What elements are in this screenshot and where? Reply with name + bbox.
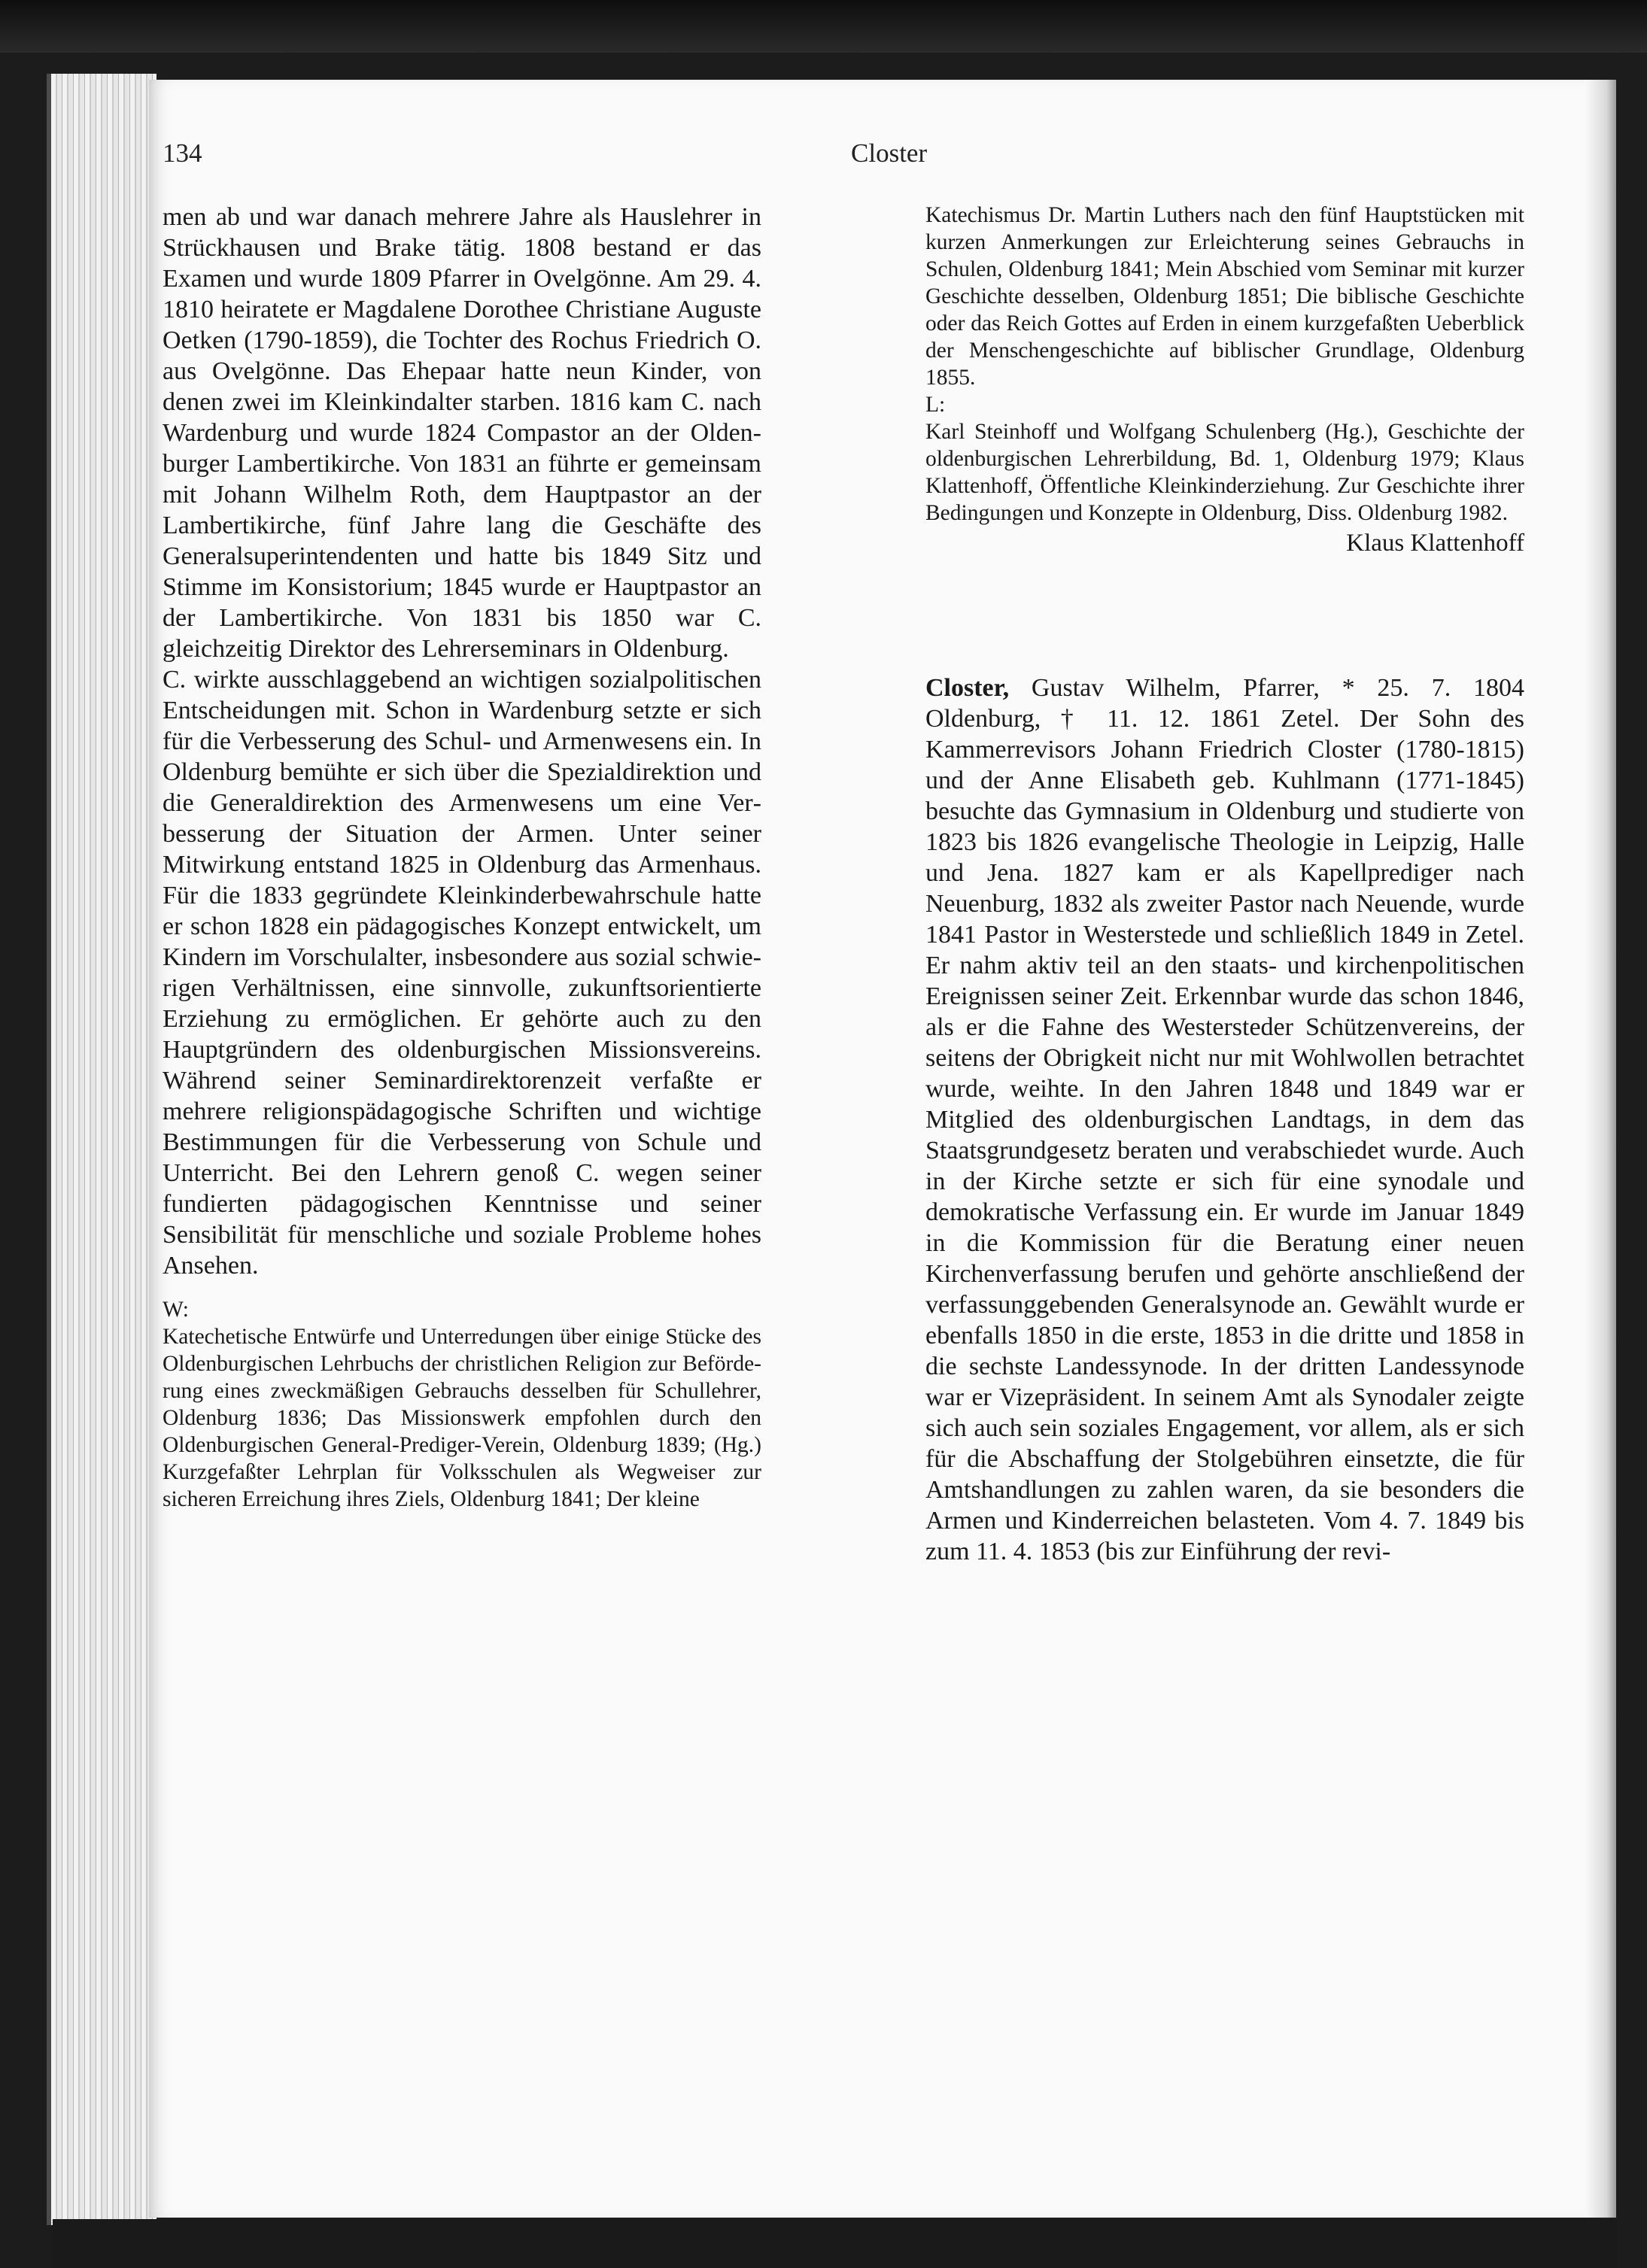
spacer	[163, 1281, 761, 1296]
book-page-edges	[47, 74, 156, 2225]
entry-headword: Closter,	[925, 674, 1010, 702]
page-number: 134	[163, 138, 202, 168]
entry-spacer	[925, 560, 1524, 673]
page-gutter-shadow	[1585, 80, 1616, 2218]
literature-label: L:	[925, 393, 946, 417]
biography-paragraph-1: men ab und war danach mehrere Jahre als Hauslehrer in Strückhausen und Brake tätig. 1808 bestand er das Examen und wurde 1809 Pfarrer in Ovelgönne. Am 29. 4. 1810 heiratete er Magdalene Dorothee Christiane Auguste Oetken (1790-1859), die Tochter des Rochus Friedrich O. aus Ovelgönne. Das Ehepaar hatte neun Kinder, von denen zwei im Kleinkindalter starben. 1816 kam C. nach Wardenburg und wurde 1824 Compastor an der Oldenburger Lambertikirche. Von 1831 an führte er gemeinsam mit Johann Wilhelm Roth, dem Hauptpastor an der Lambertikirche, fünf Jahre lang die Geschäfte des Generalsuperintendenten und hatte bis 1849 Sitz und Stimme im Konsistorium; 1845 wurde er Hauptpastor an der Lambertikirche. Von 1831 bis 1850 war C. gleichzeitig Direktor des Lehrerseminars in Oldenburg.	[163, 203, 761, 663]
entry-body: Gustav Wilhelm, Pfarrer, * 25. 7. 1804 Oldenburg, † 11. 12. 1861 Zetel. Der Sohn des Kammerrevisors Johann Friedrich Closter (1780-1815) und der Anne Elisabeth geb. Kuhlmann (1771-1845) besuchte das Gymnasium in Oldenburg und studierte von 1823 bis 1826 evangelische Theologie in Leipzig, Halle und Jena. 1827 kam er als Kapellprediger nach Neuenburg, 1832 als zweiter Pastor nach Neuende, wurde 1841 Pastor in Westerstede und schließlich 1849 in Zetel. Er nahm aktiv teil an den staats- und kirchenpolitischen Ereignissen seiner Zeit. Erkennbar wurde das schon 1846, als er die Fahne des Westersteder Schützenvereins, der seitens der Obrigkeit nicht nur mit Wohlwollen betrachtet wurde, weihte. In den Jahren 1848 und 1849 war er Mitglied des oldenburgischen Landtags, in dem das Staatsgrundgesetz beraten und verabschiedet wurde. Auch in der Kirche setzte er sich für eine synodale und demokratische Verfassung ein. Er wurde im Januar 1849 in die Kommission für die Beratung einer neuen Kirchenverfassung berufen und gehörte anschließend der verfassunggebenden Generalsynode an. Gewählt wurde er ebenfalls 1850 in die erste, 1853 in die dritte und 1858 in die sechste Landessynode. In der dritten Landessynode war er Vizepräsident. In seinem Amt als Synodaler zeigte sich auch sein soziales Engagement, vor allem, als er sich für die Abschaffung der Stolgebühren einsetzte, die für Amtshandlungen zu zahlen waren, da sie besonders die Armen und Kinderreichen belasteten. Vom 4. 7. 1849 bis zum 11. 4. 1853 (bis zur Einführung der revi-	[925, 674, 1524, 1565]
right-column	[925, 202, 1524, 1567]
scan-background-bottom	[53, 2219, 1618, 2268]
left-column	[163, 202, 761, 1513]
works-label: W:	[163, 1298, 189, 1322]
literature-list: Karl Steinhoff und Wolfgang Schulenberg (Hg.), Geschichte der oldenburgischen Lehrerbildung, Bd. 1, Oldenburg 1979; Klaus Klattenhoff, Öffentliche Kleinkinderziehung. Zur Geschichte ihrer Bedingungen und Konzepte in Oldenburg, Diss. Oldenburg 1982.	[925, 420, 1524, 525]
works-list-continued: Katechismus Dr. Martin Luthers nach den fünf Hauptstücken mit kurzen Anmerkungen zur Erleichterung seines Gebrauchs in Schulen, Oldenburg 1841; Mein Abschied vom Seminar mit kurzer Geschichte desselben, Oldenburg 1851; Die biblische Geschichte oder das Reich Gottes auf Erden in einem kurzgefaßten Ueberblick der Menschengeschichte auf biblischer Grundlage, Oldenburg 1855.	[925, 203, 1524, 390]
running-title: Closter	[851, 138, 928, 168]
running-header	[163, 138, 1502, 181]
entry-closter-gustav-wilhelm	[925, 673, 1524, 1567]
author-signature: Klaus Klattenhoff	[1346, 530, 1524, 557]
scan-background-top	[0, 0, 1647, 53]
works-list: Katechetische Entwürfe und Unterredungen über einige Stücke des Oldenburgischen Lehrbuchs der christlichen Religion zur Beförderung eines zweckmäßigen Gebrauchs desselben für Schullehrer, Oldenburg 1836; Das Missionswerk empfohlen durch den Oldenburgischen General-Prediger-Verein, Oldenburg 1839; (Hg.) Kurzgefaßter Lehrplan für Volksschulen als Wegweiser zur sicheren Erreichung ihres Ziels, Oldenburg 1841; Der kleine	[163, 1325, 761, 1511]
biography-paragraph-2: C. wirkte ausschlaggebend an wichtigen sozialpolitischen Entscheidungen mit. Schon in Wardenburg setzte er sich für die Verbesserung des Schul- und Armenwesens ein. In Oldenburg bemühte er sich über die Spezialdirektion und die Generaldirektion des Armenwesens um eine Verbesserung der Situation der Armen. Unter seiner Mitwirkung entstand 1825 in Oldenburg das Armenhaus. Für die 1833 gegründete Kleinkinderbewahrschule hatte er schon 1828 ein pädagogisches Konzept entwickelt, um Kindern im Vorschulalter, insbesondere aus sozial schwierigen Verhältnissen, eine sinnvolle, zukunftsorientierte Erziehung zu ermöglichen. Er gehörte auch zu den Hauptgründern des oldenburgischen Missionsvereins. Während seiner Seminardirektorenzeit verfaßte er mehrere religionspädagogische Schriften und wichtige Bestimmungen für die Verbesserung von Schule und Unterricht. Bei den Lehrern genoß C. wegen seiner fundierten pädagogischen Kenntnisse und seiner Sensibilität für menschliche und soziale Probleme hohes Ansehen.	[163, 666, 761, 1280]
